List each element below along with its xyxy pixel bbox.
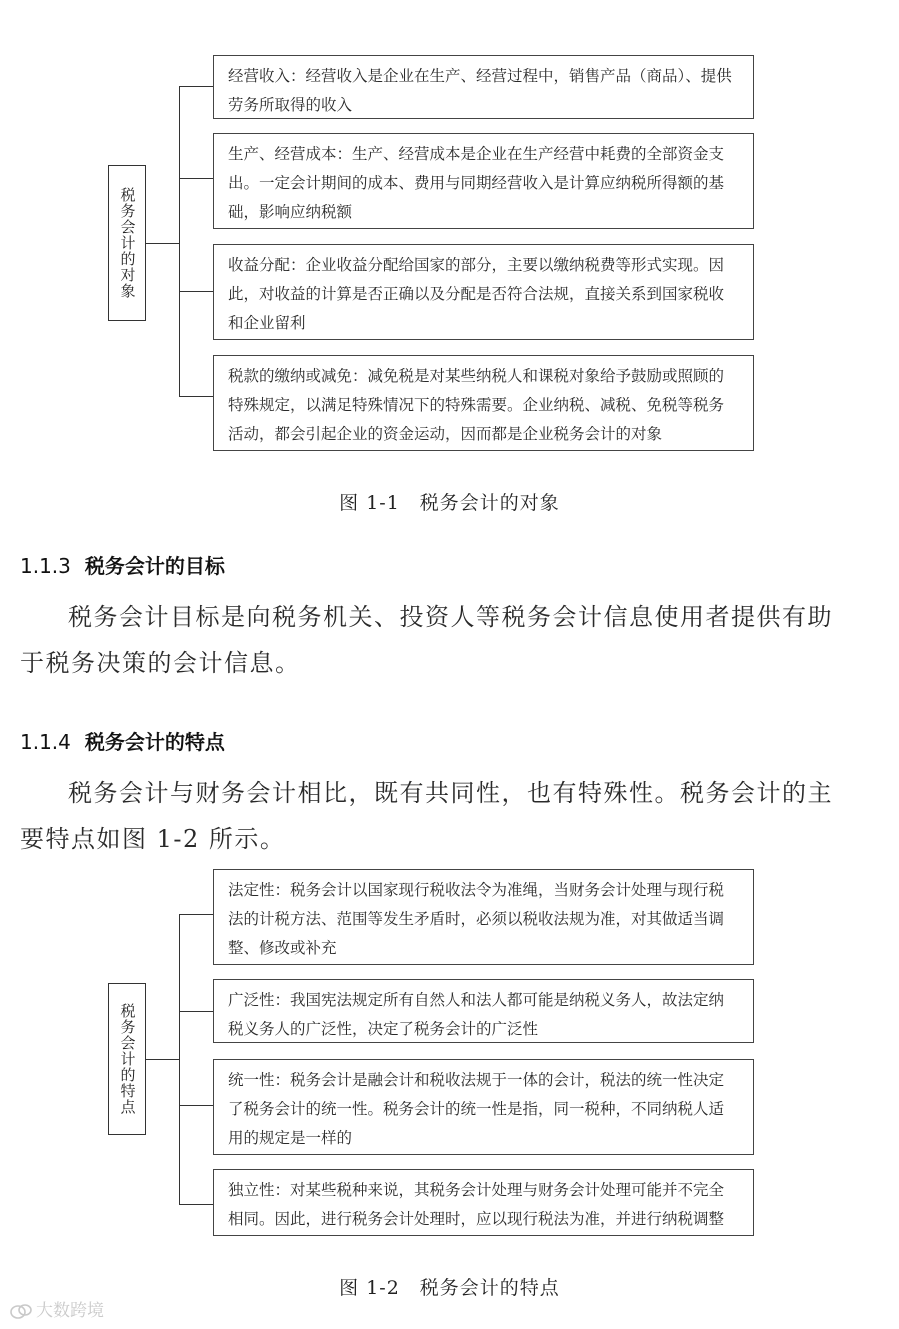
- figure2-branch: [179, 1105, 214, 1106]
- figure1-branch: [179, 291, 214, 292]
- figure1-item-tax-payment: 税款的缴纳或减免：减免税是对某些纳税人和课税对象给予鼓励或照顾的特殊规定，以满足特殊情况下的特殊需要。企业纳税、减税、免税等税务活动，都会引起企业的资金运动，因而都是企业税务会计的对象: [213, 355, 754, 451]
- figure2-item-legality: 法定性：税务会计以国家现行税收法令为准绳，当财务会计处理与现行税法的计税方法、范围等发生矛盾时，必须以税收法规为准，对其做适当调整、修改或补充: [213, 869, 754, 965]
- figure2-item-independence: 独立性：对某些税种来说，其税务会计处理与财务会计处理可能并不完全相同。因此，进行税务会计处理时，应以现行税法为准，并进行纳税调整: [213, 1169, 754, 1236]
- figure2-caption: 图 1-2 税务会计的特点: [339, 1277, 560, 1299]
- section-114-heading: [20, 726, 225, 755]
- watermark: [10, 1296, 104, 1321]
- figure1-branch: [179, 86, 214, 87]
- figure1-root-box: 税务会计的对象: [108, 165, 146, 321]
- figure2-root-box: 税务会计的特点: [108, 983, 146, 1135]
- section-113-title: 税务会计的目标: [84, 554, 225, 578]
- section-114-paragraph: 税务会计与财务会计相比，既有共同性，也有特殊性。税务会计的主要特点如图 1-2 所示。: [20, 779, 833, 853]
- figure1-branch: [179, 178, 214, 179]
- section-113-paragraph: 税务会计目标是向税务机关、投资人等税务会计信息使用者提供有助于税务决策的会计信息。: [20, 603, 833, 677]
- figure2-branch: [179, 1204, 214, 1205]
- figure1-spine: [179, 86, 180, 396]
- figure1-item-profit-distribution: 收益分配：企业收益分配给国家的部分，主要以缴纳税费等形式实现。因此，对收益的计算是否正确以及分配是否符合法规，直接关系到国家税收和企业留利: [213, 244, 754, 340]
- figure2-item-universality: 广泛性：我国宪法规定所有自然人和法人都可能是纳税义务人，故法定纳税义务人的广泛性，决定了税务会计的广泛性: [213, 979, 754, 1043]
- figure2-item-uniformity: 统一性：税务会计是融会计和税收法规于一体的会计，税法的统一性决定了税务会计的统一性。税务会计的统一性是指，同一税种，不同纳税人适用的规定是一样的: [213, 1059, 754, 1155]
- watermark-logo-icon: [10, 1302, 32, 1320]
- figure1-item-operating-income: 经营收入：经营收入是企业在生产、经营过程中，销售产品（商品）、提供劳务所取得的收入: [213, 55, 754, 119]
- figure1-connector: [146, 243, 180, 244]
- section-114-title: 税务会计的特点: [84, 730, 225, 754]
- section-113-heading: [20, 550, 225, 579]
- figure2-spine: [179, 914, 180, 1204]
- figure1-item-operating-cost: 生产、经营成本：生产、经营成本是企业在生产经营中耗费的全部资金支出。一定会计期间的成本、费用与同期经营收入是计算应纳税所得额的基础，影响应纳税额: [213, 133, 754, 229]
- figure1-caption: 图 1-1 税务会计的对象: [339, 492, 560, 514]
- figure2-branch: [179, 914, 214, 915]
- figure2-branch: [179, 1011, 214, 1012]
- figure2-connector: [146, 1059, 180, 1060]
- watermark-text: 大数跨境: [36, 1301, 104, 1321]
- figure1-branch: [179, 396, 214, 397]
- section-113-number: 1.1.3: [20, 554, 71, 578]
- section-114-number: 1.1.4: [20, 730, 71, 754]
